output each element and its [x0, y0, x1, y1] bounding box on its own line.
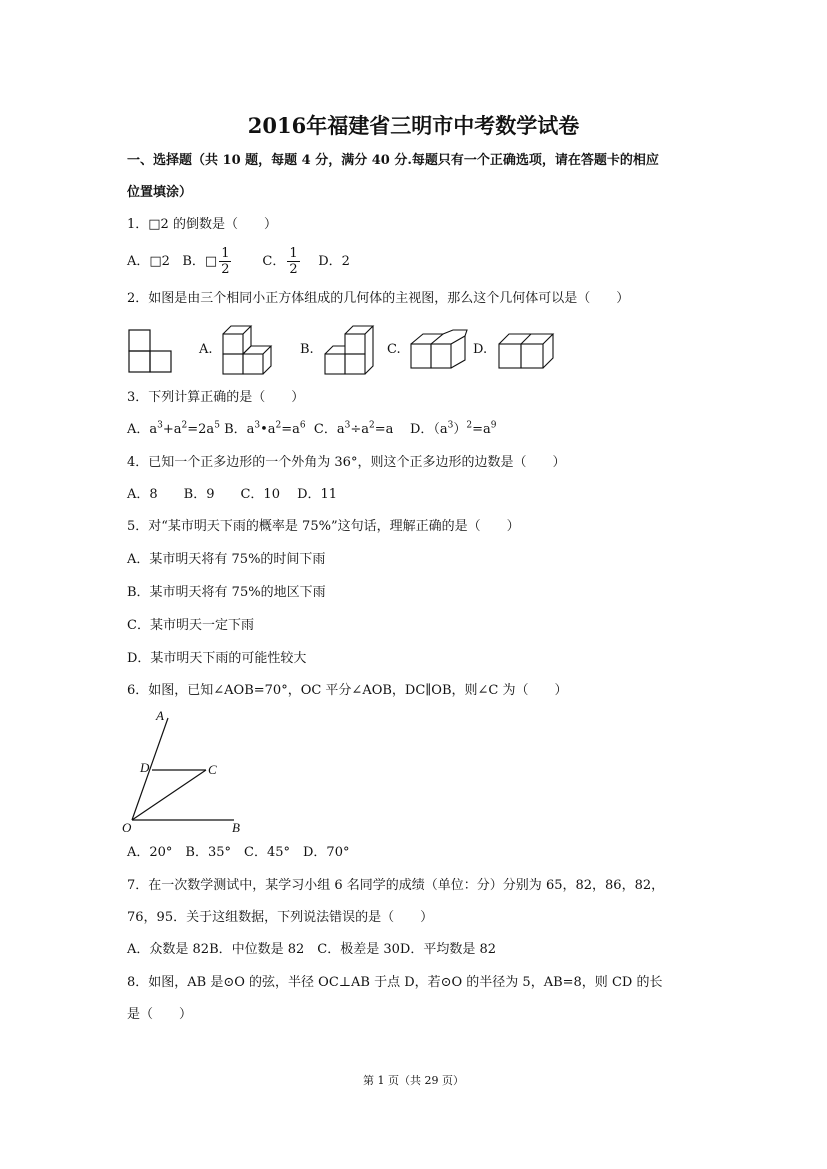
q2-stem: 2．如图是由三个相同小正方体组成的几何体的主视图，那么这个几何体可以是（ ）: [127, 291, 630, 306]
point-d-label: D: [140, 760, 150, 775]
option-c-figure: [409, 328, 475, 374]
q6-angle-figure: [120, 708, 250, 838]
point-o-label: O: [122, 820, 132, 835]
q5-option-c: C．某市明天一定下雨: [127, 618, 254, 633]
q3-option-b: B．$a^3•a^2=a^6$: [224, 420, 306, 437]
q4-options: A．8 B．9 C．10 D．11: [127, 487, 338, 502]
q5-option-d: D．某市明天下雨的可能性较大: [127, 651, 307, 666]
q2-label-d: D.: [473, 342, 488, 357]
q3-option-a: A．$a^3+a^2=2a^5$: [127, 420, 220, 437]
section-heading-cont: 位置填涂）: [127, 185, 193, 200]
q1-option-c: C． $\frac{1}{2}$: [262, 246, 298, 277]
q2-label-c: C.: [387, 342, 401, 357]
q1-option-d: D．2: [318, 254, 350, 269]
q1-option-b: B．□ $\frac{1}{2}$: [182, 246, 230, 277]
q2-label-a: A.: [199, 342, 213, 357]
q2-label-b: B.: [300, 342, 314, 357]
q8-stem-line2: 是（ ）: [127, 1007, 193, 1022]
option-b-figure: [323, 322, 389, 378]
front-view-figure: [127, 328, 177, 374]
point-b-label: B: [232, 820, 240, 835]
q1-options: [127, 246, 350, 277]
page-footer: 第 1 页（共 29 页）: [363, 1074, 464, 1087]
q3-options: [127, 421, 497, 439]
q6-stem: 6．如图，已知∠AOB=70°，OC 平分∠AOB，DC∥OB，则∠C 为（ ）: [127, 683, 568, 698]
q1-stem: 1．□2 的倒数是（ ）: [127, 217, 277, 232]
option-a-figure: [221, 322, 287, 378]
q5-option-a: A．某市明天将有 75%的时间下雨: [127, 552, 326, 567]
q3-option-c: C．$a^3\div a^2=a$: [313, 420, 394, 437]
q7-stem-line2: 76，95．关于这组数据，下列说法错误的是（ ）: [127, 910, 434, 925]
option-d-figure: [497, 330, 567, 374]
q7-options: A．众数是 82B．中位数是 82 C．极差是 30D．平均数是 82: [127, 942, 497, 957]
q5-stem: 5．对“某市明天下雨的概率是 75%”这句话，理解正确的是（ ）: [127, 519, 520, 534]
q8-stem-line1: 8．如图，AB 是⊙O 的弦，半径 OC⊥AB 于点 D，若⊙O 的半径为 5，AB=8，则 CD 的长: [127, 975, 663, 990]
section-heading: 一、选择题（共 10 题，每题 4 分，满分 40 分.每题只有一个正确选项，请在答题卡的相应: [127, 153, 659, 168]
q3-stem: 3．下列计算正确的是（ ）: [127, 390, 305, 405]
q1-option-a: A．□2: [127, 254, 170, 269]
point-a-label: A: [156, 708, 164, 723]
q5-option-b: B．某市明天将有 75%的地区下雨: [127, 585, 326, 600]
point-c-label: C: [208, 762, 217, 777]
q4-stem: 4．已知一个正多边形的一个外角为 36°，则这个正多边形的边数是（ ）: [127, 455, 566, 470]
q3-option-d: D．$(a^3)^2=a^9$: [409, 420, 497, 437]
q6-options: A．20° B．35° C．45° D．70°: [127, 845, 350, 860]
q7-stem-line1: 7．在一次数学测试中，某学习小组 6 名同学的成绩（单位：分）分别为 65，82，86，82，: [127, 878, 665, 893]
page-title: 2016年福建省三明市中考数学试卷: [247, 113, 580, 138]
q2-figures: [127, 322, 567, 378]
